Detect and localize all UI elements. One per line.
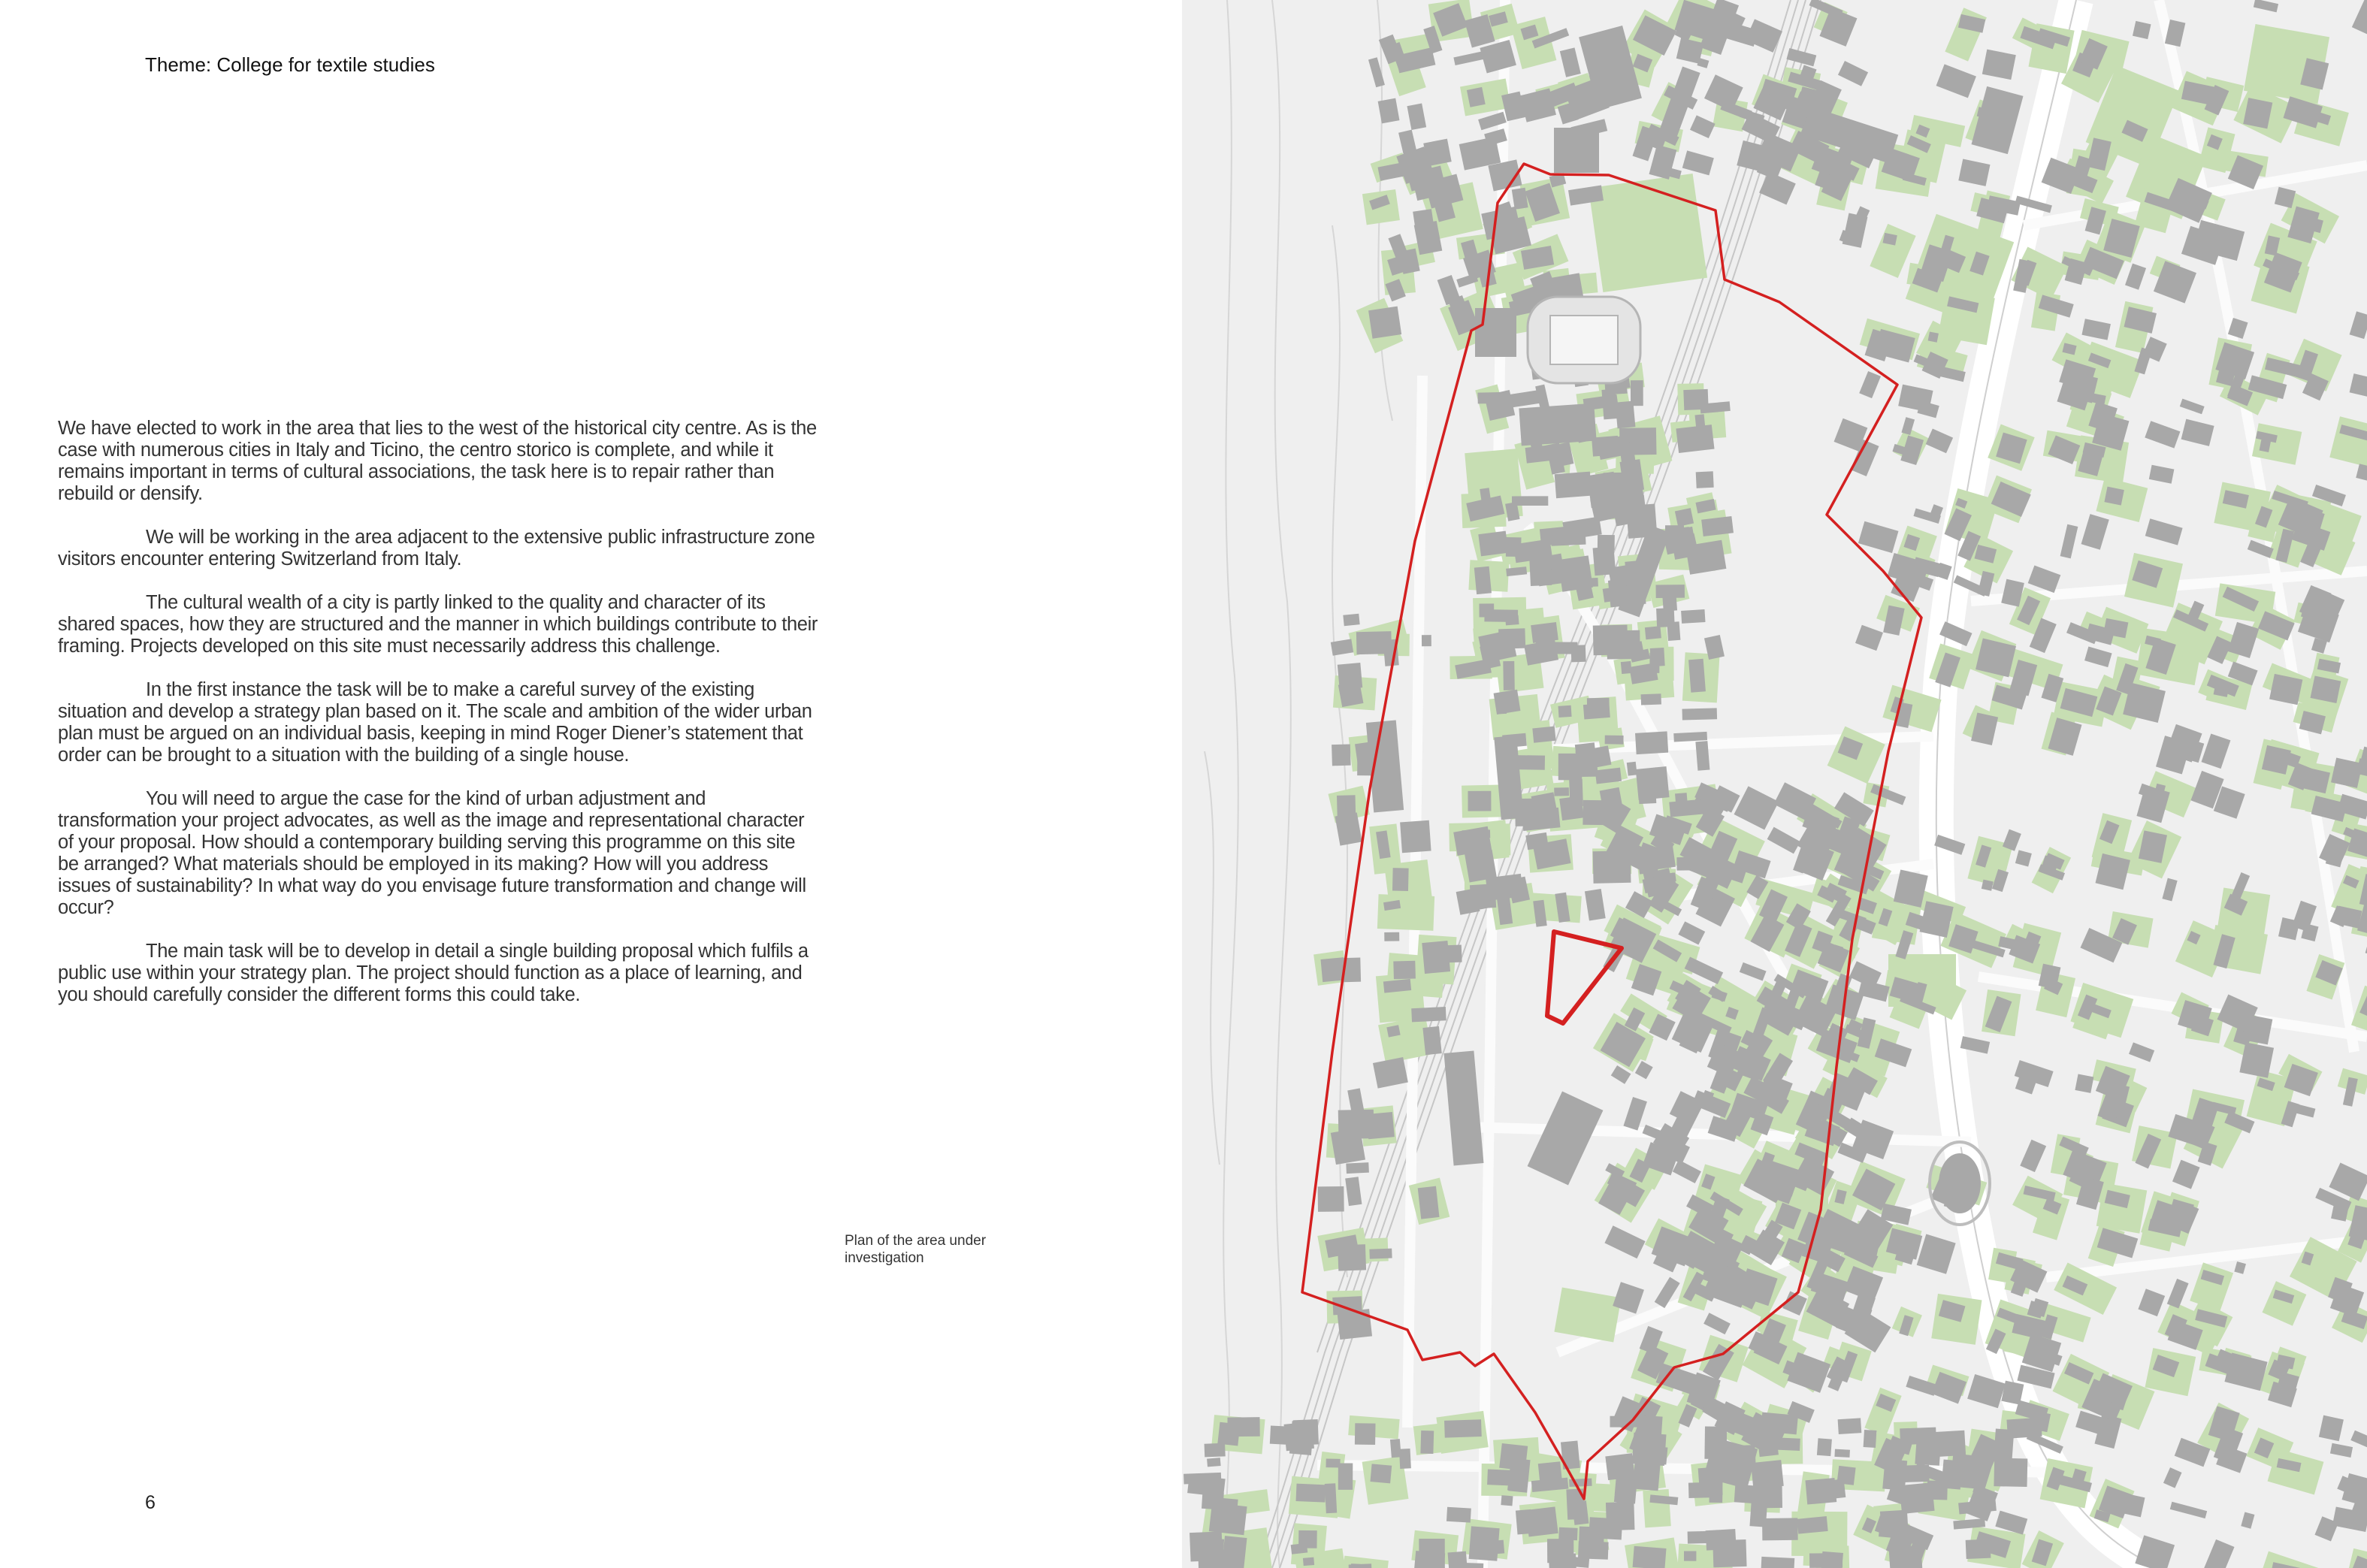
- paragraph-5: You will need to argue the case for the kind of urban adjustment and transformation your project advocates, as well as the image and representational character of your proposal. How should a contemporary building serving this programme on this site be arranged? What materials should be employed in its making? How will you address issues of sustainability? In what way do you envisage future transformation and change will occur?: [58, 788, 806, 918]
- arena: [1930, 1142, 1990, 1225]
- building: [1190, 1531, 1223, 1561]
- building: [1836, 1466, 1855, 1485]
- body-text: [58, 418, 821, 1028]
- building: [1561, 1441, 1580, 1470]
- paragraph-4: In the first instance the task will be to make a careful survey of the existing situation and develop a strategy plan based on it. The scale and ambition of the wider urban plan must be argued on an individual basis, keeping in mind Roger Diener’s statement that order can be brought to a situation with the building of a single house.: [58, 679, 812, 766]
- paragraph-6: The main task will be to develop in detail a single building proposal which fulfils a public use within your strategy plan. The project should function as a place of learning, and you should carefully consider the different forms this could take.: [58, 941, 809, 1005]
- building: [1627, 762, 1637, 776]
- building: [1809, 1553, 1843, 1568]
- building: [1209, 1503, 1247, 1535]
- building: [2075, 1074, 2093, 1092]
- building: [1683, 389, 1708, 410]
- building: [1413, 1551, 1445, 1568]
- building: [1555, 472, 1592, 499]
- building: [1900, 1428, 1936, 1446]
- building: [1880, 1510, 1908, 1527]
- building: [1595, 768, 1622, 784]
- theme-heading: Theme: College for textile studies: [145, 53, 435, 76]
- building: [1605, 1453, 1634, 1480]
- building: [1512, 496, 1548, 506]
- building: [1682, 708, 1718, 720]
- building: [1422, 1026, 1441, 1055]
- building: [1572, 1500, 1589, 1525]
- page-number: 6: [145, 1492, 156, 1513]
- building: [1764, 1437, 1800, 1451]
- building: [1632, 1433, 1667, 1466]
- building: [1994, 1458, 2027, 1488]
- building: [1446, 1507, 1471, 1523]
- building: [1864, 1430, 1877, 1448]
- building: [1551, 536, 1586, 546]
- building: [1673, 732, 1707, 742]
- building: [1684, 1551, 1696, 1560]
- green-field: [1589, 174, 1707, 292]
- building: [1468, 791, 1491, 811]
- building: [1338, 1110, 1374, 1139]
- building: [1418, 1186, 1440, 1219]
- building: [1589, 1517, 1622, 1539]
- building: [1695, 741, 1710, 771]
- building: [1633, 1546, 1667, 1568]
- building: [1465, 850, 1497, 883]
- building: [1762, 1518, 1798, 1540]
- building: [1558, 555, 1593, 591]
- building: [1641, 693, 1661, 705]
- building: [2239, 1042, 2274, 1078]
- building: [1558, 1527, 1577, 1540]
- building: [1423, 139, 1451, 167]
- building: [1444, 1419, 1482, 1437]
- building: [1696, 471, 1714, 488]
- building: [1525, 832, 1548, 850]
- building: [1474, 566, 1492, 594]
- building: [1420, 1431, 1434, 1454]
- building: [1834, 1449, 1850, 1458]
- building: [1346, 1162, 1369, 1174]
- building: [1217, 1422, 1240, 1446]
- green-patch: [1643, 1489, 1671, 1527]
- building: [1593, 546, 1616, 576]
- building: [1399, 1449, 1411, 1469]
- building: [1701, 516, 1734, 536]
- building: [1338, 1463, 1353, 1489]
- building: [1667, 621, 1680, 641]
- paragraph-2: We will be working in the area adjacent to the extensive public infrastructure zone visitors encounter entering Switzerland from Italy.: [58, 527, 815, 569]
- building: [1558, 705, 1572, 718]
- building: [1369, 1249, 1392, 1259]
- building: [1318, 1186, 1344, 1212]
- green-patch: [1938, 289, 1995, 345]
- building: [1332, 744, 1351, 766]
- building: [1688, 1482, 1722, 1498]
- building: [1516, 1509, 1533, 1535]
- building: [1633, 1462, 1661, 1491]
- building: [1532, 727, 1555, 743]
- building: [1605, 736, 1624, 745]
- building: [1631, 380, 1643, 406]
- building: [1503, 661, 1515, 690]
- building: [1370, 1464, 1392, 1483]
- green-patch: [1362, 189, 1400, 225]
- building: [1338, 681, 1364, 708]
- building: [1549, 1554, 1576, 1568]
- building: [1393, 961, 1416, 980]
- building: [1675, 793, 1688, 803]
- building: [1478, 531, 1508, 557]
- left-page: [0, 0, 1182, 1568]
- building: [1390, 1439, 1401, 1458]
- building: [1638, 776, 1657, 804]
- building: [1761, 1557, 1794, 1568]
- building: [1205, 1443, 1226, 1458]
- building: [1751, 1460, 1784, 1489]
- building: [2243, 98, 2272, 128]
- building: [1400, 820, 1431, 853]
- site-plan-map: [1182, 0, 2367, 1568]
- industrial-building: [1475, 308, 1516, 357]
- building: [1889, 1545, 1923, 1568]
- building: [1578, 1541, 1609, 1560]
- building: [1688, 1531, 1713, 1544]
- building: [1583, 702, 1610, 719]
- site-plan-figure: [1182, 0, 2367, 1568]
- building: [1575, 742, 1598, 774]
- building: [1688, 659, 1706, 693]
- building: [1411, 1007, 1446, 1022]
- building: [1296, 1484, 1326, 1503]
- building: [1222, 1536, 1247, 1568]
- stadium: [1528, 297, 1640, 383]
- industrial-building: [1554, 128, 1599, 173]
- building: [1817, 1438, 1832, 1456]
- building: [1448, 1551, 1468, 1568]
- building: [1384, 932, 1399, 941]
- building: [1326, 1458, 1340, 1467]
- building: [1554, 787, 1569, 796]
- building: [1932, 1431, 1966, 1458]
- building: [1298, 1530, 1317, 1548]
- building: [1303, 1557, 1314, 1566]
- building: [1289, 1421, 1314, 1455]
- building: [1497, 702, 1507, 715]
- building: [1966, 1539, 1991, 1559]
- building: [1422, 635, 1431, 646]
- building: [1338, 1244, 1366, 1270]
- building: [1882, 1459, 1907, 1491]
- building: [1350, 1563, 1361, 1568]
- building: [1797, 1516, 1827, 1534]
- building: [1343, 614, 1359, 626]
- building: [1635, 731, 1668, 754]
- building: [1368, 307, 1401, 339]
- building: [1355, 1423, 1376, 1445]
- building: [1713, 1539, 1746, 1567]
- map-caption: Plan of the area under investigation: [845, 1233, 987, 1266]
- building: [1337, 795, 1356, 826]
- building: [1649, 653, 1659, 673]
- building: [1392, 868, 1409, 891]
- paragraph-1: We have elected to work in the area that lies to the west of the historical city centre. As is the case with numerous cities in Italy and Ticino, the centro storico is complete, and while it remains important in terms of cultural associations, the task here is to repair rather than rebuild or densify.: [58, 418, 817, 504]
- building: [1478, 1540, 1504, 1556]
- building: [2104, 487, 2124, 506]
- building: [1422, 941, 1450, 974]
- building: [1928, 331, 1939, 342]
- building: [1468, 826, 1491, 852]
- building: [1479, 603, 1494, 617]
- building: [1184, 1473, 1221, 1485]
- building: [1681, 609, 1705, 624]
- building: [1645, 626, 1661, 639]
- industrial-building: [1519, 403, 1596, 446]
- building: [1207, 1458, 1221, 1467]
- building: [1559, 796, 1584, 820]
- building: [1838, 1418, 1862, 1434]
- paragraph-3: The cultural wealth of a city is partly linked to the quality and character of its shared spaces, how they are structured and the manner in which buildings contribute to their framing. Projects developed on this site must necessarily address this challenge.: [58, 592, 818, 657]
- building: [1676, 424, 1714, 453]
- building: [1505, 615, 1519, 626]
- building: [1941, 1460, 1963, 1490]
- building: [1994, 1428, 2014, 1461]
- building: [1761, 1412, 1798, 1435]
- building: [1508, 1458, 1530, 1493]
- building: [1325, 1483, 1337, 1513]
- building: [1675, 508, 1694, 527]
- building: [1501, 1495, 1513, 1506]
- building: [1904, 1465, 1930, 1482]
- building: [1662, 590, 1677, 611]
